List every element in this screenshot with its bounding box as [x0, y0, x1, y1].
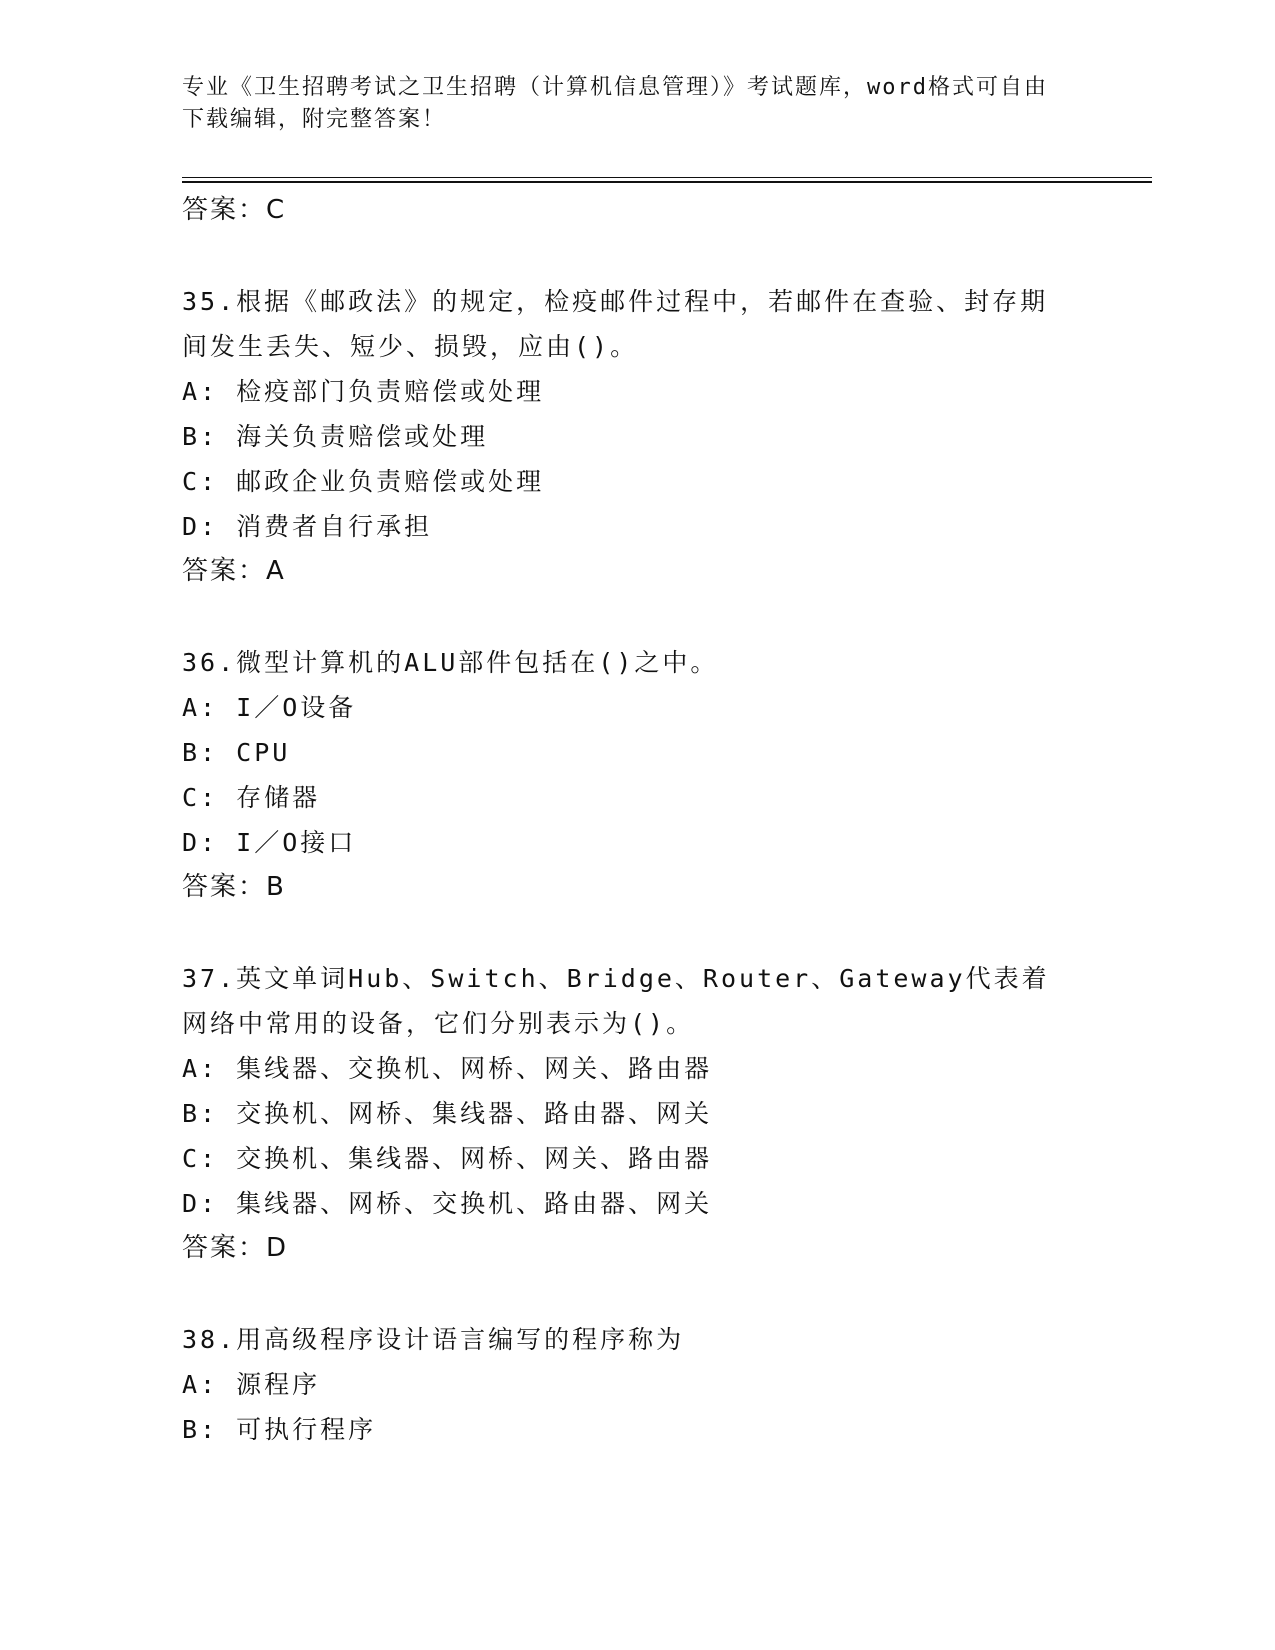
- question-36-option-d: D: I／O接口: [182, 828, 357, 857]
- question-35-option-c: C: 邮政企业负责赔偿或处理: [182, 467, 545, 496]
- header-rule-thick: [182, 181, 1152, 183]
- question-35-option-a: A: 检疫部门负责赔偿或处理: [182, 377, 545, 406]
- previous-answer: 答案：C: [182, 195, 287, 225]
- question-36-option-c: C: 存储器: [182, 783, 321, 812]
- question-35-answer: 答案：A: [182, 556, 286, 586]
- question-35-option-d: D: 消费者自行承担: [182, 512, 433, 541]
- question-36-option-a: A: I／O设备: [182, 693, 357, 722]
- question-37-title: 37.英文单词Hub、Switch、Bridge、Router、Gateway代表着网络中常用的设备，它们分别表示为()。: [182, 964, 1050, 1038]
- spacer: [182, 1271, 1082, 1317]
- spacer: [182, 910, 1082, 956]
- question-37-option-a: A: 集线器、交换机、网桥、网关、路由器: [182, 1054, 713, 1083]
- question-38-option-b: B: 可执行程序: [182, 1415, 377, 1444]
- question-35-title: 35.根据《邮政法》的规定，检疫邮件过程中，若邮件在查验、封存期间发生丢失、短少、损毁，应由()。: [182, 287, 1049, 361]
- question-38-option-a: A: 源程序: [182, 1370, 321, 1399]
- question-38-title: 38.用高级程序设计语言编写的程序称为: [182, 1325, 685, 1354]
- question-36-answer: 答案：B: [182, 872, 286, 902]
- spacer: [182, 233, 1082, 279]
- question-37-option-d: D: 集线器、网桥、交换机、路由器、网关: [182, 1189, 713, 1218]
- question-37-option-c: C: 交换机、集线器、网桥、网关、路由器: [182, 1144, 713, 1173]
- document-header: 专业《卫生招聘考试之卫生招聘（计算机信息管理）》考试题库，word格式可自由下载编辑，附完整答案！: [182, 75, 1048, 132]
- spacer: [182, 594, 1082, 640]
- question-35-option-b: B: 海关负责赔偿或处理: [182, 422, 489, 451]
- question-36-title: 36.微型计算机的ALU部件包括在()之中。: [182, 648, 719, 677]
- header-rule-thin: [182, 177, 1152, 178]
- question-37-option-b: B: 交换机、网桥、集线器、路由器、网关: [182, 1099, 713, 1128]
- question-36-option-b: B: CPU: [182, 738, 291, 767]
- question-37-answer: 答案：D: [182, 1233, 289, 1263]
- question-list: [182, 188, 1082, 1452]
